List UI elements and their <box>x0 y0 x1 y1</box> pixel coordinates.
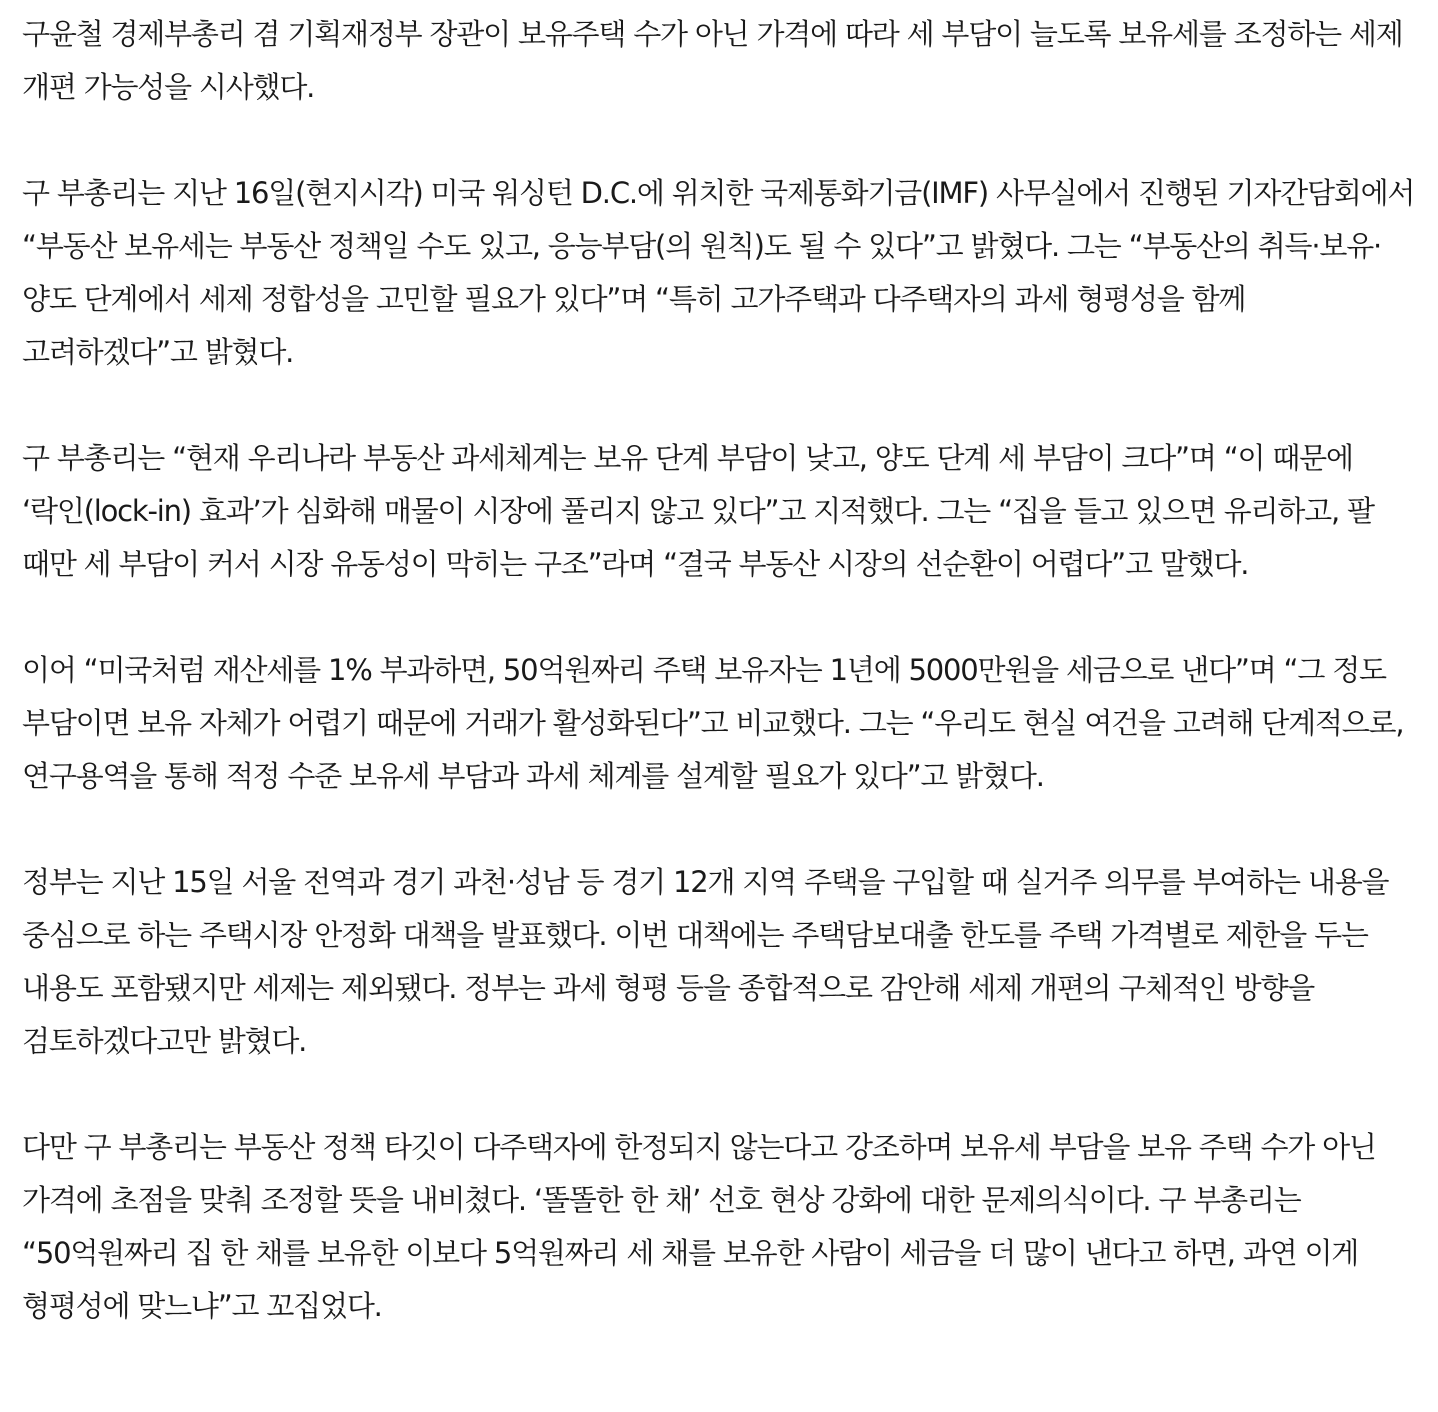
article-paragraph-4: 이어 “미국처럼 재산세를 1% 부과하면, 50억원짜리 주택 보유자는 1년에 5000만원을 세금으로 낸다”며 “그 정도 부담이면 보유 자체가 어렵기 때문에 거래가 활성화된다”고 비교했다. 그는 “우리도 현실 여건을 고려해 단계적으로, 연구용역을 통해 적정 수준 보유세 부담과 과세 체계를 설계할 필요가 있다”고 밝혔다. <box>22 653 1404 793</box>
article-paragraph-1: 구윤철 경제부총리 겸 기획재정부 장관이 보유주택 수가 아닌 가격에 따라 세 부담이 늘도록 보유세를 조정하는 세제 개편 가능성을 시사했다. <box>22 17 1403 104</box>
article-paragraph-2: 구 부총리는 지난 16일(현지시각) 미국 워싱턴 D.C.에 위치한 국제통화기금(IMF) 사무실에서 진행된 기자간담회에서 “부동산 보유세는 부동산 정책일 수도 있고, 응능부담(의 원칙)도 될 수 있다”고 밝혔다. 그는 “부동산의 취득·보유·양도 단계에서 세제 정합성을 고민할 필요가 있다”며 “특히 고가주택과 다주택자의 과세 형평성을 함께 고려하겠다”고 밝혔다. <box>22 176 1415 369</box>
article-paragraph-3: 구 부총리는 “현재 우리나라 부동산 과세체계는 보유 단계 부담이 낮고, 양도 단계 세 부담이 크다”며 “이 때문에 ‘락인(lock-in) 효과’가 심화해 매물이 시장에 풀리지 않고 있다”고 지적했다. 그는 “집을 들고 있으면 유리하고, 팔 때만 세 부담이 커서 시장 유동성이 막히는 구조”라며 “결국 부동산 시장의 선순환이 어렵다”고 말했다. <box>22 441 1374 581</box>
article-paragraph-5: 정부는 지난 15일 서울 전역과 경기 과천·성남 등 경기 12개 지역 주택을 구입할 때 실거주 의무를 부여하는 내용을 중심으로 하는 주택시장 안정화 대책을 발표했다. 이번 대책에는 주택담보대출 한도를 주택 가격별로 제한을 두는 내용도 포함됐지만 세제는 제외됐다. 정부는 과세 형평 등을 종합적으로 감안해 세제 개편의 구체적인 방향을 검토하겠다고만 밝혔다. <box>22 865 1389 1058</box>
article-paragraph-6: 다만 구 부총리는 부동산 정책 타깃이 다주택자에 한정되지 않는다고 강조하며 보유세 부담을 보유 주택 수가 아닌 가격에 초점을 맞춰 조정할 뜻을 내비쳤다. ‘똘똘한 한 채’ 선호 현상 강화에 대한 문제의식이다. 구 부총리는 “50억원짜리 집 한 채를 보유한 이보다 5억원짜리 세 채를 보유한 사람이 세금을 더 많이 낸다고 하면, 과연 이게 형평성에 맞느냐”고 꼬집었다. <box>22 1130 1376 1323</box>
